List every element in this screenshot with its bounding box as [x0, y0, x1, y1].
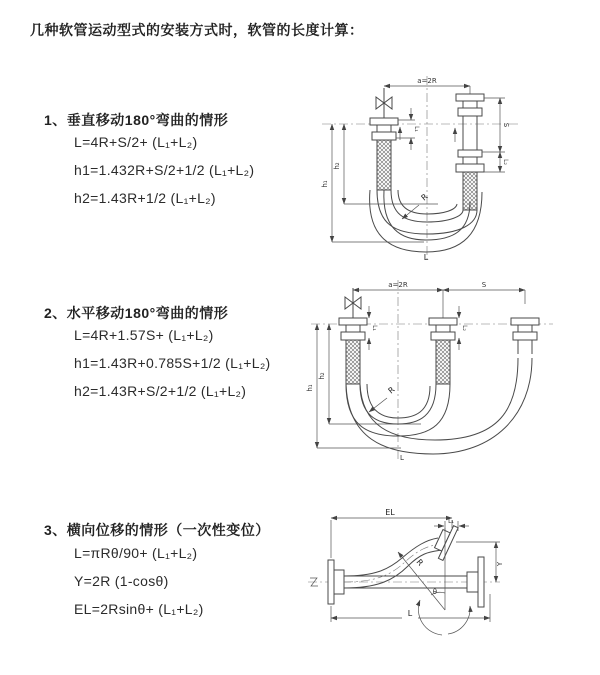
moved-fitting [511, 318, 539, 354]
dim-label-h2: h₂ [318, 372, 326, 380]
dimension-l2 [459, 306, 468, 350]
radius-leader [402, 192, 430, 219]
page-title: 几种软管运动型式的安装方式时，软管的长度计算： [30, 22, 364, 38]
upper-flange [431, 522, 458, 560]
dim-label-s: S [502, 122, 510, 128]
right-fitting [456, 94, 484, 210]
dim-label-l2: L₂ [502, 159, 509, 165]
dim-label-l: L [423, 253, 429, 262]
dim-label-l: L [400, 454, 404, 462]
left-fitting [339, 318, 367, 384]
dim-label-a2r: a=2R [388, 281, 408, 289]
dimension-l1 [396, 108, 420, 150]
dim-label-l: L [407, 609, 413, 618]
dimension-el [331, 508, 452, 558]
dim-label-h1: h₁ [321, 180, 329, 188]
dim-label-l1: L₁ [448, 518, 454, 525]
dim-label-s: S [481, 281, 487, 289]
dimension-l [331, 594, 490, 622]
dim-label-r: R [414, 557, 425, 568]
right-flange [467, 557, 484, 607]
dim-label-r: R [419, 192, 430, 203]
dimension-s [482, 98, 510, 152]
middle-fitting [429, 318, 457, 384]
section-1-heading: 1、垂直移动180°弯曲的情形 [44, 112, 229, 128]
section-3-formula-L: L=πRθ/90+ (L₁+L₂) [74, 545, 198, 561]
dimension-l1 [369, 306, 378, 350]
section-3-formula-EL: EL=2Rsinθ+ (L₁+L₂) [74, 601, 204, 617]
dim-label-l2: L₂ [461, 325, 468, 331]
section-3-formula-Y: Y=2R (1-cosθ) [74, 573, 169, 589]
dim-label-a2r: a=2R [417, 77, 437, 85]
diagram-lateral-displacement [300, 502, 600, 647]
section-1-formula-h2: h2=1.43R+1/2 (L₁+L₂) [74, 190, 216, 206]
hose-displaced [344, 522, 458, 588]
dim-label-theta: θ [432, 588, 437, 596]
section-2-formula-h2: h2=1.43R+S/2+1/2 (L₁+L₂) [74, 383, 247, 399]
dimension-l2 [484, 152, 509, 172]
section-2-heading: 2、水平移动180°弯曲的情形 [44, 305, 229, 321]
section-1-formula-L: L=4R+S/2+ (L₁+L₂) [74, 134, 198, 150]
dimension-h2 [318, 324, 421, 424]
section-2-formula-h1: h1=1.43R+0.785S+1/2 (L₁+L₂) [74, 355, 271, 371]
section-1-formula-h1: h1=1.432R+S/2+1/2 (L₁+L₂) [74, 162, 255, 178]
dim-label-l1: L₁ [413, 126, 420, 132]
dim-label-l1: L₁ [371, 325, 378, 331]
section-3-heading: 3、横向位移的情形（一次性变位） [44, 522, 270, 538]
dimension-a2r [384, 77, 470, 94]
dimension-s [443, 281, 525, 304]
dim-label-h1: h₁ [306, 384, 314, 392]
valve-icon [376, 88, 392, 118]
section-2-formula-L: L=4R+1.57S+ (L₁+L₂) [74, 327, 214, 343]
valve-icon [345, 288, 361, 318]
diagram-vertical-180-bend [312, 72, 592, 262]
left-flange [328, 560, 344, 604]
dim-label-h2: h₂ [333, 162, 341, 170]
dim-label-y: Y [496, 561, 504, 567]
left-fitting [370, 118, 398, 190]
dimension-h1 [321, 124, 424, 242]
diagram-horizontal-180-bend [303, 276, 598, 466]
dim-label-el: EL [385, 508, 395, 517]
dim-label-r: R [386, 385, 397, 396]
